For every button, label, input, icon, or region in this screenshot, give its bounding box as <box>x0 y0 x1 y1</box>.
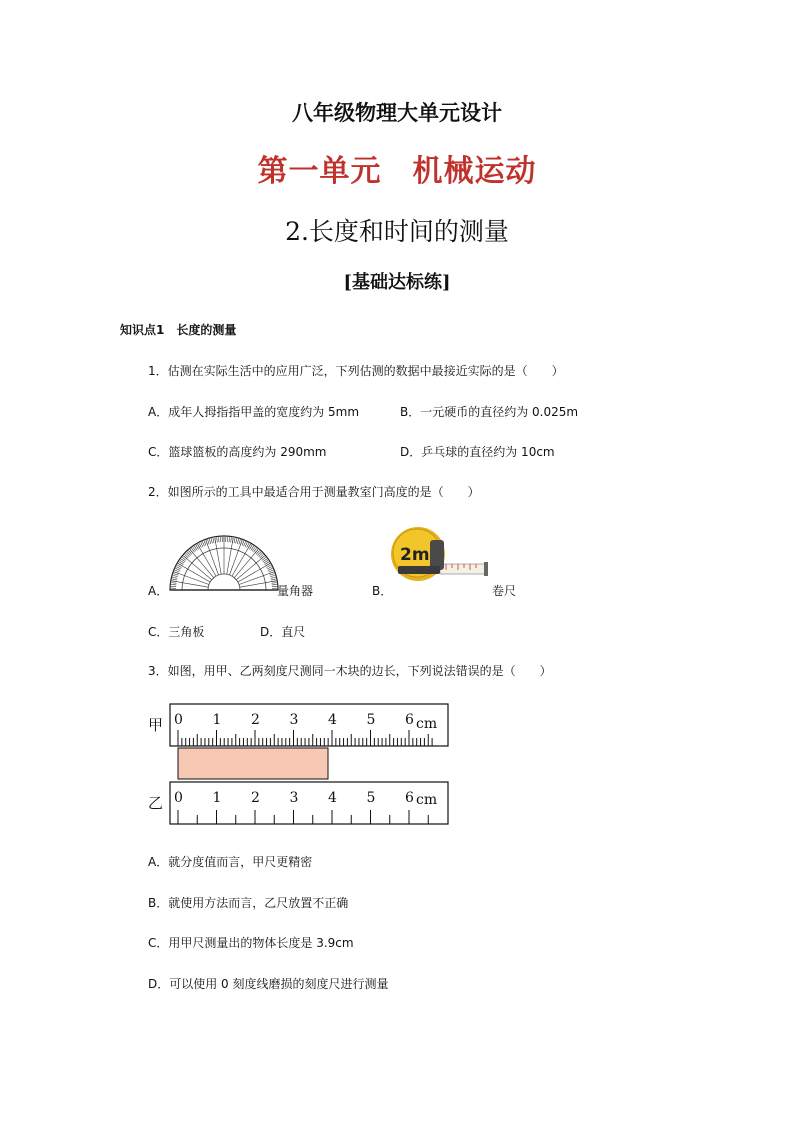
question-1-option-b: B．一元硬币的直径约为 0.025m <box>400 405 579 419</box>
question-1-stem: 1．估测在实际生活中的应用广泛，下列估测的数据中最接近实际的是（ ） <box>148 364 564 378</box>
protractor-image <box>168 528 280 594</box>
question-2-option-c: C．三角板 <box>148 625 205 639</box>
ruler-yi-tick-label: 0 <box>174 790 183 806</box>
question-2-stem: 2．如图所示的工具中最适合用于测量教室门高度的是（ ） <box>148 485 480 499</box>
tape-measure-label: 2m <box>400 545 430 565</box>
ruler-yi-tick-label: 2 <box>251 790 260 806</box>
ruler-yi-tick-label: 4 <box>328 790 337 806</box>
ruler-yi-label: 乙 <box>148 794 164 812</box>
ruler-jia-tick-label: 0 <box>174 712 183 728</box>
question-1-option-c: C．篮球篮板的高度约为 290mm <box>148 445 327 459</box>
section-heading: 知识点1 长度的测量 <box>120 323 237 337</box>
ruler-jia-label: 甲 <box>148 716 164 734</box>
question-2-option-b-name: 卷尺 <box>492 584 517 598</box>
unit-title: 第一单元 机械运动 <box>257 154 537 189</box>
question-2-option-a-name: 量角器 <box>277 584 314 598</box>
practice-heading: [基础达标练] <box>343 272 451 293</box>
question-1-option-d: D．乒乓球的直径约为 10cm <box>400 445 555 459</box>
ruler-yi-unit: cm <box>416 792 438 808</box>
ruler-yi-tick-label: 5 <box>366 790 376 806</box>
question-1-option-a: A．成年人拇指指甲盖的宽度约为 5mm <box>148 405 360 419</box>
question-2-option-b-letter: B． <box>372 584 393 598</box>
ruler-jia-tick-label: 3 <box>289 712 299 728</box>
wooden-block <box>178 748 328 779</box>
ruler-jia-tick-label: 5 <box>366 712 376 728</box>
ruler-jia-tick-label: 2 <box>251 712 260 728</box>
question-3-stem: 3．如图，用甲、乙两刻度尺测同一木块的边长，下列说法错误的是（ ） <box>148 664 552 678</box>
ruler-jia-tick-label: 1 <box>212 712 222 728</box>
lesson-title: 2.长度和时间的测量 <box>285 217 509 246</box>
ruler-jia-tick-label: 6 <box>405 712 414 728</box>
ruler-jia-tick-label: 4 <box>328 712 337 728</box>
question-2-option-a-letter: A． <box>148 584 169 598</box>
question-3-option-a: A．就分度值而言，甲尺更精密 <box>148 855 313 869</box>
ruler-yi-tick-label: 6 <box>405 790 414 806</box>
tape-measure-image <box>390 522 492 602</box>
question-3-option-c: C．用甲尺测量出的物体长度是 3.9cm <box>148 936 354 950</box>
page-title: 八年级物理大单元设计 <box>292 100 502 125</box>
question-3-option-d: D．可以使用 0 刻度线磨损的刻度尺进行测量 <box>148 977 389 991</box>
ruler-diagram <box>146 700 456 832</box>
ruler-yi-tick-label: 3 <box>289 790 299 806</box>
question-3-option-b: B．就使用方法而言，乙尺放置不正确 <box>148 896 349 910</box>
ruler-jia-unit: cm <box>416 716 438 732</box>
ruler-yi-tick-label: 1 <box>212 790 222 806</box>
question-2-option-d: D．直尺 <box>260 625 306 639</box>
